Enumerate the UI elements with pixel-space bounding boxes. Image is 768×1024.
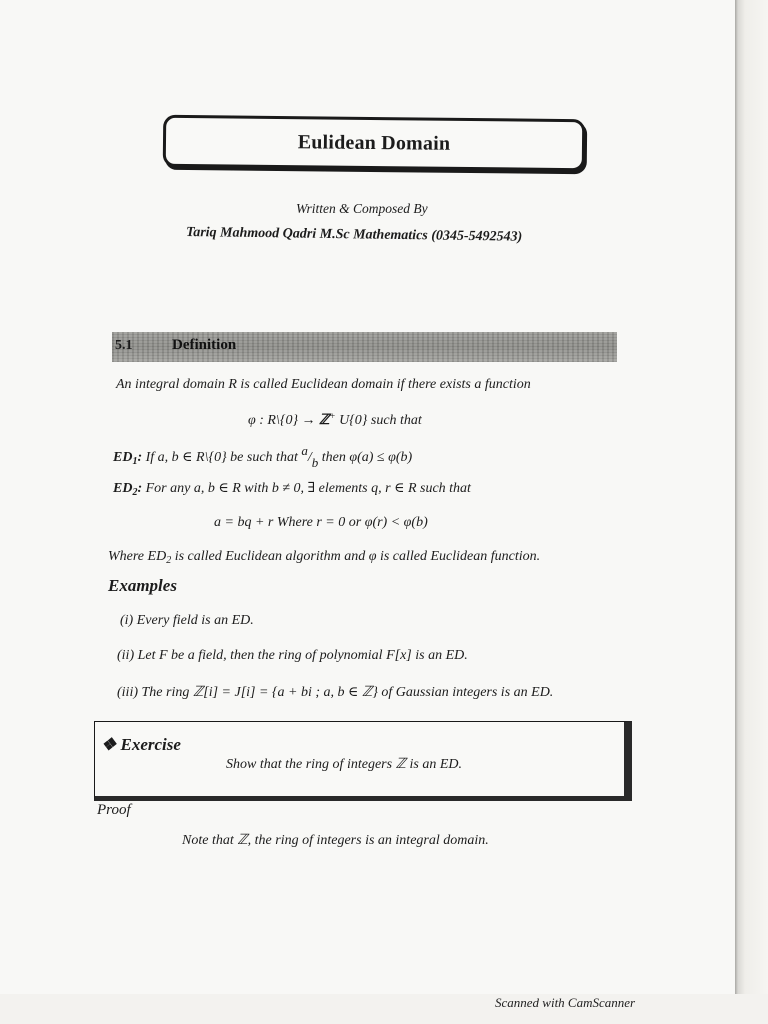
proof-note: Note that ℤ, the ring of integers is an integral domain.: [182, 833, 489, 848]
definition-heading-bar: [112, 332, 617, 362]
ed1-condition: $ED_1$: If a, b ∈ R\{0} be such that a/b then φ(a) ≤ φ(b): [113, 443, 413, 470]
examples-heading: Examples: [108, 576, 177, 595]
page-bottom-margin: [0, 994, 768, 1024]
section-number: 5.1: [115, 338, 133, 353]
exercise-heading: ❖ Exercise: [101, 735, 181, 754]
example-item: (ii) Let F be a field, then the ring of polynomial F[x] is an ED.: [117, 648, 468, 663]
example-item: (i) Every field is an ED.: [120, 613, 254, 628]
division-equation: a = bq + r Where r = 0 or φ(r) < φ(b): [214, 515, 428, 530]
section-heading: Definition: [172, 337, 237, 353]
title-box: [163, 115, 586, 171]
written-by-line: Written & Composed By: [296, 201, 428, 216]
ed2-condition: $ED_2$: For any a, b ∈ R with b ≠ 0, ∃ elements q, r ∈ R such that: [113, 481, 471, 498]
function-mapping: φ : R\{0} → ℤ+ U{0} such that: [248, 411, 422, 428]
proof-label: Proof: [97, 802, 131, 818]
definition-line: An integral domain R is called Euclidean domain if there exists a function: [116, 377, 531, 392]
scanner-watermark: Scanned with CamScanner: [495, 995, 636, 1010]
exercise-text: Show that the ring of integers ℤ is an ED.: [226, 757, 462, 772]
author-line: Tariq Mahmood Qadri M.Sc Mathematics (0345-5492543): [185, 225, 523, 245]
exercise-box: [94, 721, 632, 801]
document-title: Eulidean Domain: [297, 130, 451, 155]
where-line: Where $ED_2$ is called Euclidean algorithm and φ is called Euclidean function.: [108, 549, 541, 566]
example-item: (iii) The ring ℤ[i] = J[i] = {a + bi ; a, b ∈ ℤ} of Gaussian integers is an ED.: [117, 685, 554, 700]
page-edge-shadow: [735, 0, 768, 1024]
